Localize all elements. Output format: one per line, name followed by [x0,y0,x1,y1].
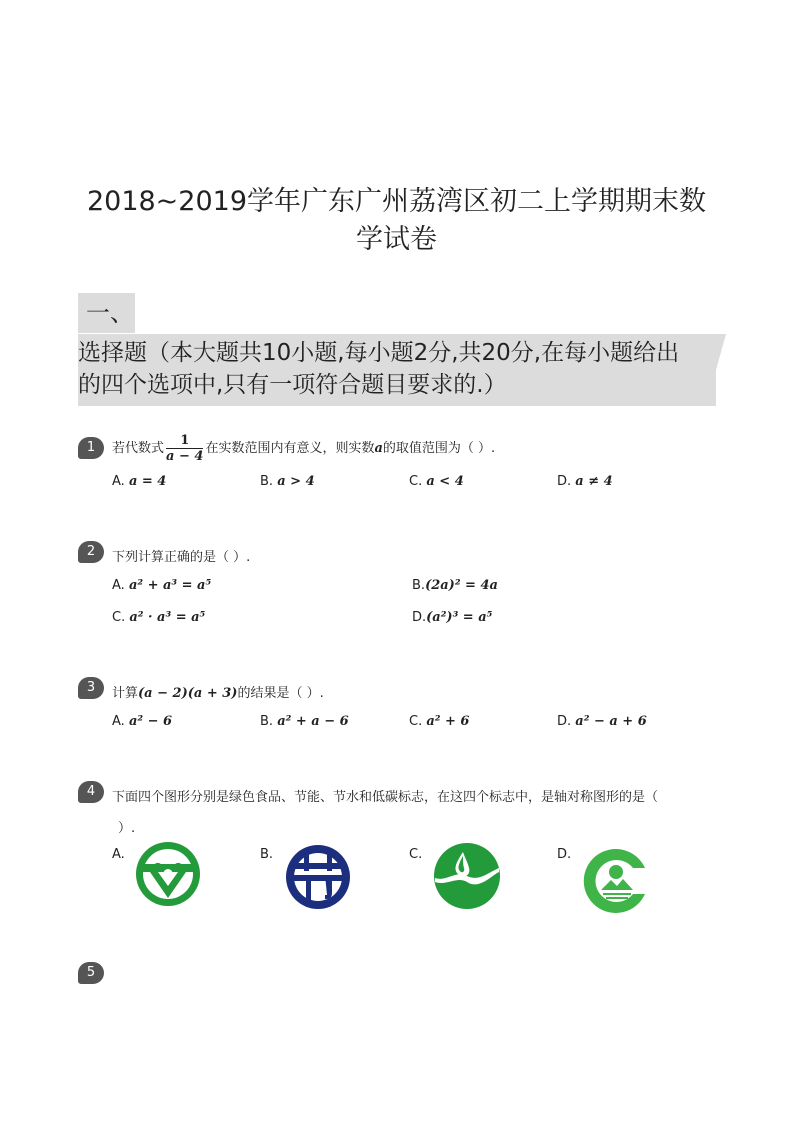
fraction-denominator: a − 4 [166,449,204,464]
question-number-badge: 5 [78,962,104,984]
option-label: B. [412,578,426,593]
question-1-text-before: 若代数式 [112,441,165,456]
option-label: C. [409,474,423,489]
section-number: 一、 [78,293,135,333]
question-1-text-mid: 在实数范围内有意义，则实数 [205,441,375,456]
section-heading-line-1: 选择题（本大题共10小题,每小题2分,共20分,在每小题给出 [78,340,680,366]
option-d [557,474,613,489]
expression: (a − 2)(a + 3) [138,686,238,701]
option-label: D. [412,610,427,625]
option-label: A. [112,714,125,729]
section-heading [78,337,718,401]
question-number-badge: 4 [78,781,104,803]
option-label: B. [260,714,274,729]
option-b-label: B. [260,847,274,862]
green-food-logo [134,840,202,908]
option-math: a² + 6 [426,714,470,729]
option-b [412,578,498,593]
option-c [409,474,464,489]
question-3-text [112,682,324,701]
option-math: a > 4 [277,474,315,489]
fraction-numerator: 1 [166,433,203,449]
option-d [557,714,647,729]
question-1-text-after: 的取值范围为（ ）. [382,441,496,456]
option-label: C. [112,610,126,625]
option-a [112,474,166,489]
page-title [0,183,793,259]
title-line-1: 2018~2019学年广东广州荔湾区初二上学期期末数 [86,186,707,217]
question-3-text-after: 的结果是（ ）. [237,686,324,701]
option-a-label: A. [112,847,125,862]
option-label: D. [557,474,572,489]
option-a [112,578,211,593]
option-label: A. [112,578,125,593]
title-line-2: 学试卷 [356,224,437,255]
option-math: (2a)² = 4a [425,578,498,593]
option-b [260,714,349,729]
question-4-text-line-1: 下面四个图形分别是绿色食品、节能、节水和低碳标志，在这四个标志中，是轴对称图形的是（ [112,790,659,805]
option-a [112,714,172,729]
option-d-label: D. [557,847,572,862]
option-math: a² + a³ = a⁵ [128,578,212,593]
option-c [409,714,469,729]
option-label: D. [557,714,572,729]
section-heading-line-2: 的四个选项中,只有一项符合题目要求的.） [78,372,507,398]
question-2-text: 下列计算正确的是（ ）. [112,550,251,565]
option-math: (a²)³ = a⁵ [426,610,493,625]
option-d [412,610,492,625]
option-math: a ≠ 4 [575,474,613,489]
question-4-text-line-2: ）. [118,821,136,836]
question-1-text [112,433,495,464]
question-number-badge: 2 [78,541,104,563]
option-label: B. [260,474,274,489]
option-label: A. [112,474,125,489]
option-math: a < 4 [426,474,464,489]
option-math: a² · a³ = a⁵ [129,610,206,625]
question-number-badge: 3 [78,677,104,699]
energy-saving-logo [284,843,352,911]
water-saving-logo [433,842,501,910]
option-c-label: C. [409,847,423,862]
option-math: a² − 6 [128,714,173,729]
variable: a [374,441,383,456]
option-b [260,474,315,489]
question-3-text-before: 计算 [112,686,139,701]
low-carbon-logo [581,846,651,916]
option-label: C. [409,714,423,729]
option-math: a² − a + 6 [575,714,647,729]
option-c [112,610,205,625]
fraction [166,433,203,464]
question-number-badge: 1 [78,437,104,459]
option-math: a² + a − 6 [277,714,349,729]
option-math: a = 4 [128,474,167,489]
